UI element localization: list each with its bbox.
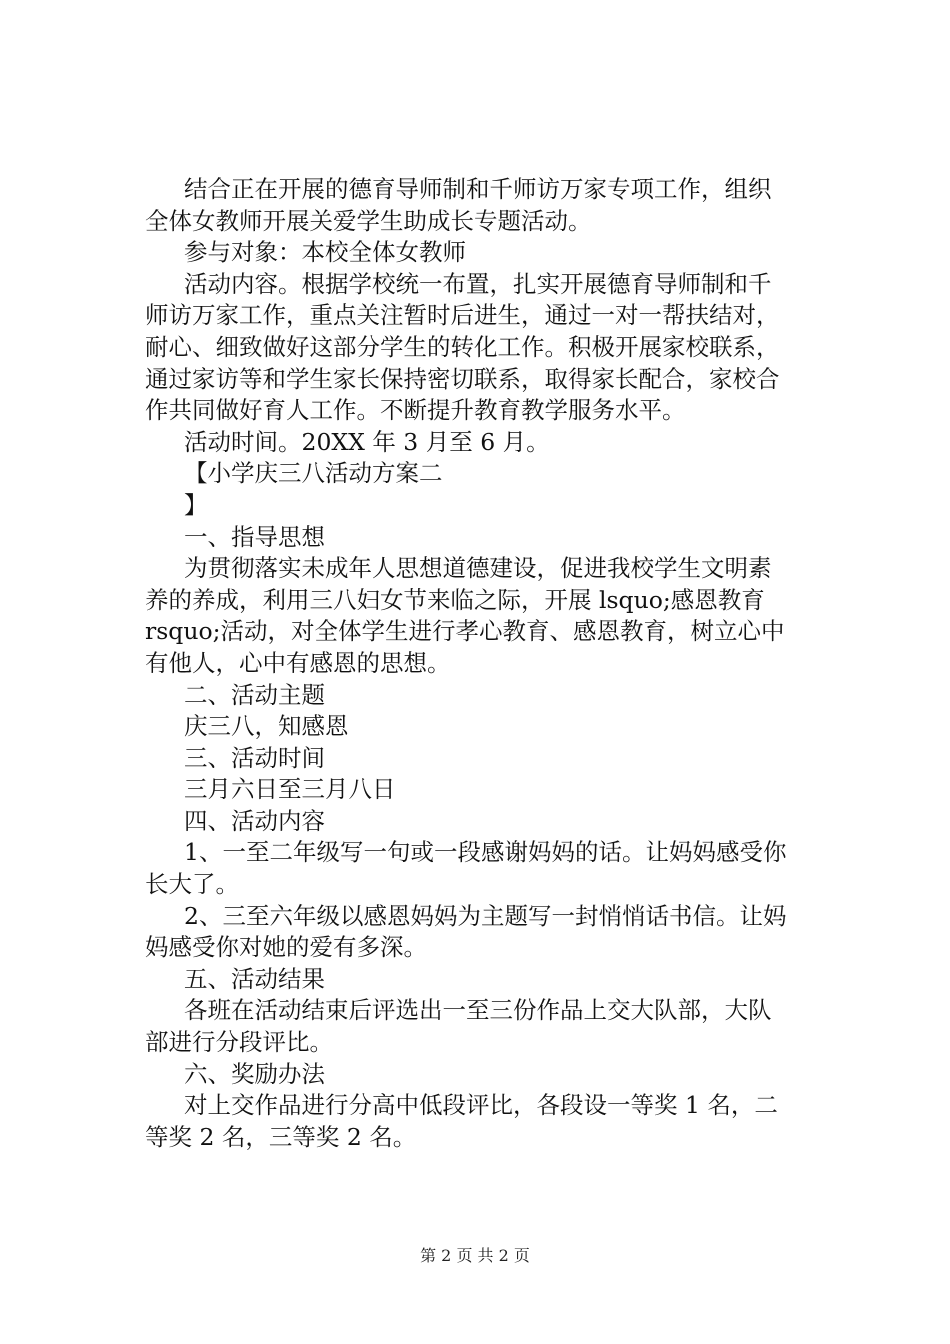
text-line: 有他人，心中有感恩的思想。 [145, 648, 451, 677]
text-line: 养的养成，利用三八妇女节来临之际，开展 lsquo;感恩教育 [145, 585, 765, 614]
text-line: 长大了。 [145, 870, 239, 899]
text-line: 四、活动内容 [184, 806, 325, 835]
text-line: 三月六日至三月八日 [184, 775, 396, 804]
text-line: 对上交作品进行分高中低段评比，各段设一等奖 1 名，二 [184, 1091, 778, 1120]
text-line: 作共同做好育人工作。不断提升教育教学服务水平。 [145, 396, 686, 425]
page-footer: 第 2 页 共 2 页 [420, 1246, 530, 1265]
text-line: 2、三至六年级以感恩妈妈为主题写一封悄悄话书信。让妈 [184, 901, 787, 930]
text-line: 通过家访等和学生家长保持密切联系，取得家长配合，家校合 [145, 364, 780, 393]
text-line: 参与对象：本校全体女教师 [184, 238, 466, 267]
text-line: 等奖 2 名，三等奖 2 名。 [145, 1122, 417, 1151]
document-body [145, 174, 835, 1153]
text-line: 为贯彻落实未成年人思想道德建设，促进我校学生文明素 [184, 554, 772, 583]
text-line: 】 [184, 490, 208, 519]
text-line: 活动内容。根据学校统一布置，扎实开展德育导师制和千 [184, 269, 772, 298]
text-line: 师访万家工作，重点关注暂时后进生，通过一对一帮扶结对， [145, 301, 780, 330]
text-line: 结合正在开展的德育导师制和千师访万家专项工作，组织 [184, 175, 772, 203]
text-line: 部进行分段评比。 [145, 1028, 333, 1057]
text-line: 【小学庆三八活动方案二 [184, 459, 443, 488]
text-line: 三、活动时间 [184, 743, 325, 772]
text-line: 活动时间。20XX 年 3 月至 6 月。 [184, 427, 550, 456]
text-line: 庆三八，知感恩 [184, 712, 349, 741]
text-line: rsquo;活动，对全体学生进行孝心教育、感恩教育，树立心中 [145, 617, 785, 646]
text-line: 六、奖励办法 [184, 1059, 325, 1088]
text-line: 全体女教师开展关爱学生助成长专题活动。 [145, 206, 592, 235]
text-line: 各班在活动结束后评选出一至三份作品上交大队部，大队 [184, 996, 772, 1025]
text-line: 耐心、细致做好这部分学生的转化工作。积极开展家校联系， [145, 332, 780, 361]
text-line: 妈感受你对她的爱有多深。 [145, 933, 427, 962]
text-line: 二、活动主题 [184, 680, 325, 709]
text-line: 一、指导思想 [184, 522, 325, 551]
text-line: 1、一至二年级写一句或一段感谢妈妈的话。让妈妈感受你 [184, 838, 787, 867]
text-line: 五、活动结果 [184, 964, 325, 993]
